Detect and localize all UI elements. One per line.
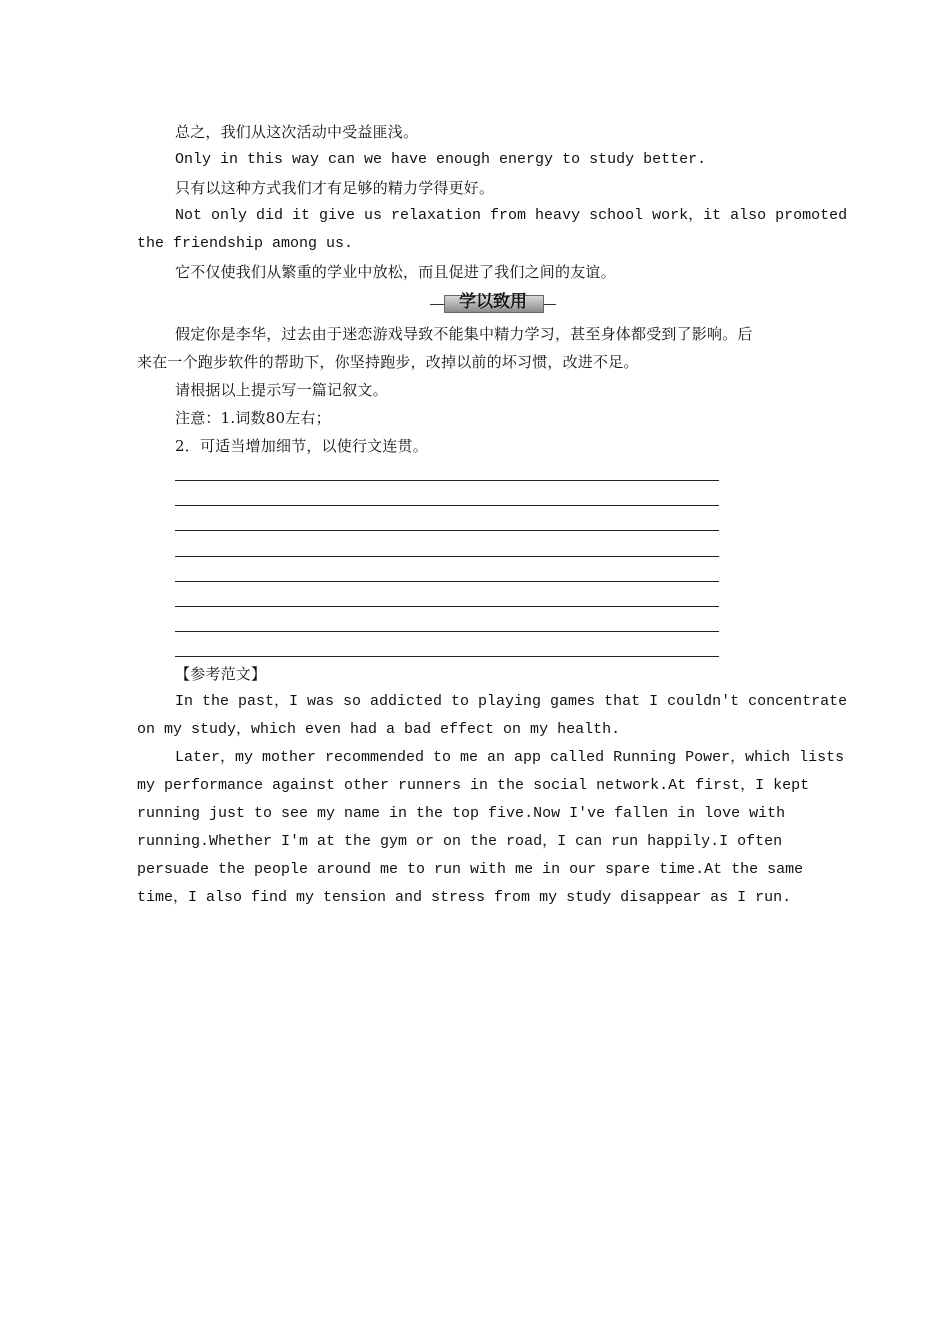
summary-chinese-1: 总之，我们从这次活动中受益匪浅。	[175, 123, 419, 141]
reference-paragraph-1-line-2: on my study，which even had a bad effect on my health.	[137, 721, 621, 738]
answer-line	[175, 530, 719, 531]
answer-line	[175, 480, 719, 481]
prompt-line-2: 来在一个跑步软件的帮助下，你坚持跑步，改掉以前的坏习惯，改进不足。	[137, 353, 639, 371]
reference-heading: 【参考范文】	[175, 665, 267, 683]
note-2: 2．可适当增加细节，以使行文连贯。	[175, 437, 428, 455]
reference-paragraph-2-line-3: running just to see my name in the top five.Now I've fallen in love with	[137, 805, 786, 822]
answer-line	[175, 656, 719, 657]
summary-chinese-2: 只有以这种方式我们才有足够的精力学得更好。	[175, 179, 495, 197]
answer-line	[175, 581, 719, 582]
answer-line	[175, 505, 719, 506]
note-1: 注意：1.词数80左右；	[175, 409, 331, 427]
reference-paragraph-2-line-4: running.Whether I'm at the gym or on the road，I can run happily.I often	[137, 833, 783, 850]
answer-line	[175, 631, 719, 632]
reference-paragraph-2-line-5: persuade the people around me to run with me in our spare time.At the same	[137, 861, 804, 878]
summary-english-2-line-2: the friendship among us.	[137, 235, 354, 252]
prompt-line-1: 假定你是李华，过去由于迷恋游戏导致不能集中精力学习，甚至身体都受到了影响。后	[175, 325, 753, 343]
section-title: 学以致用	[459, 292, 527, 312]
summary-english-2-line-1: Not only did it give us relaxation from heavy school work，it also promoted	[175, 207, 848, 224]
section-banner	[430, 290, 556, 316]
reference-paragraph-2-line-1: Later，my mother recommended to me an app called Running Power，which lists	[175, 749, 845, 766]
reference-paragraph-1-line-1: In the past，I was so addicted to playing games that I couldn't concentrate	[175, 693, 848, 710]
reference-paragraph-2-line-6: time，I also find my tension and stress from my study disappear as I run.	[137, 889, 792, 906]
summary-chinese-3: 它不仅使我们从繁重的学业中放松，而且促进了我们之间的友谊。	[175, 263, 616, 281]
instruction: 请根据以上提示写一篇记叙文。	[175, 381, 388, 399]
answer-line	[175, 556, 719, 557]
summary-english-1: Only in this way can we have enough energy to study better.	[175, 151, 707, 168]
answer-line	[175, 606, 719, 607]
reference-paragraph-2-line-2: my performance against other runners in the social network.At first，I kept	[137, 777, 810, 794]
